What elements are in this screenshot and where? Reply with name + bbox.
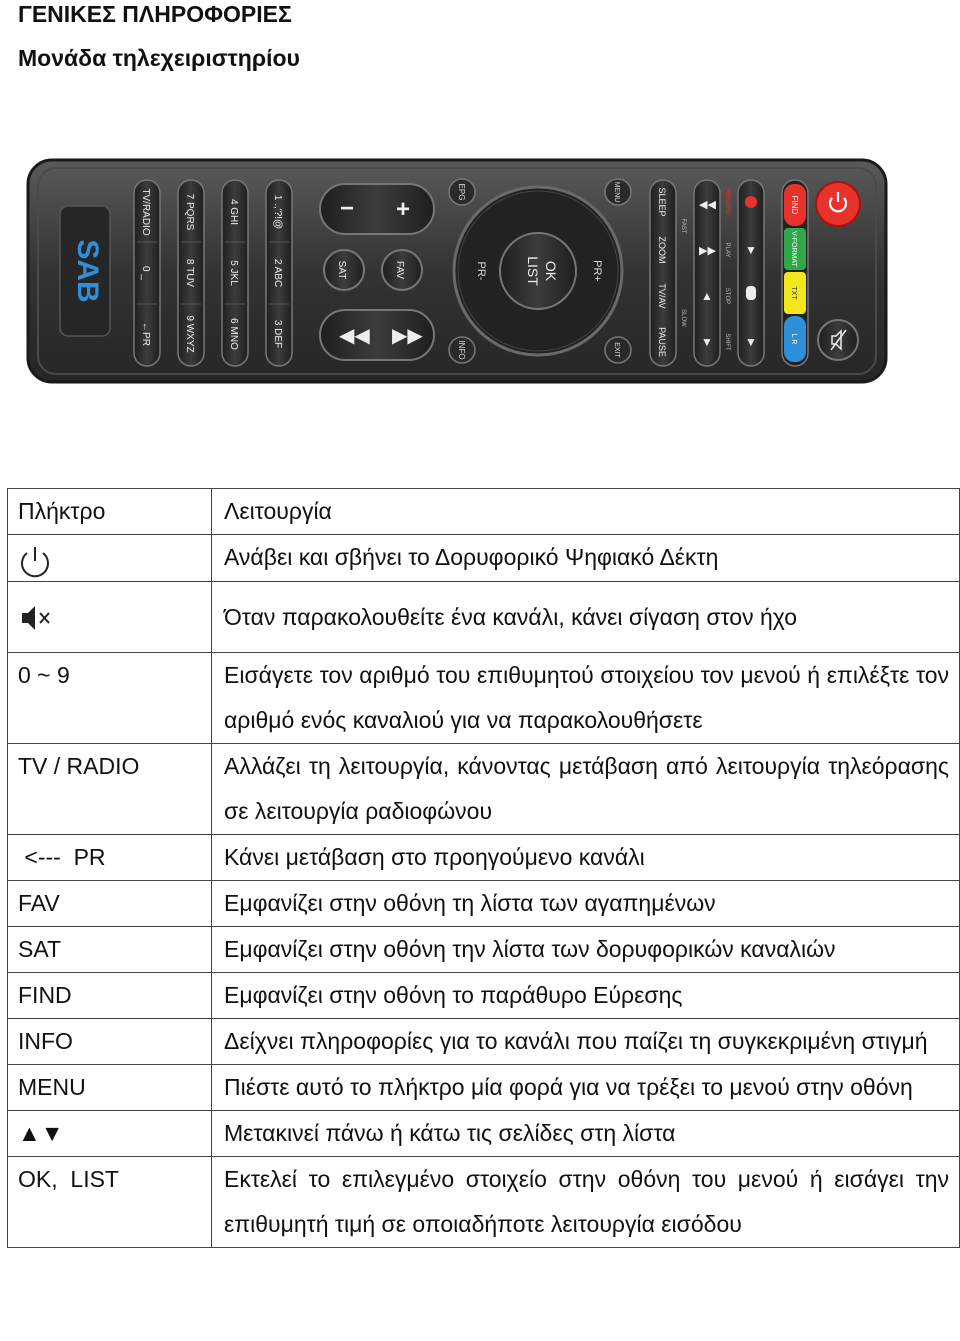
blue-label: L R — [790, 333, 797, 345]
forward-icon: ▶▶ — [392, 325, 423, 347]
header-key: Πλήκτρο — [8, 489, 212, 535]
key-cell: INFO — [8, 1019, 212, 1065]
table-row — [8, 1065, 960, 1111]
numeric-key-label: 0 _ — [140, 266, 151, 280]
function-cell: Εισάγετε τον αριθμό του επιθυμητού στοιχείου τον μενού ή επιλέξτε τον αριθμό ενός καναλιού για να παρακολουθήσετε — [212, 653, 960, 744]
key-cell — [8, 535, 212, 582]
table-row — [8, 535, 960, 582]
function-cell: Εκτελεί το επιλεγμένο στοιχείο στην οθόνη του μενού ή εισάγει την επιθυμητή τιμή σε οποιαδήποτε λειτουργία εισόδου — [212, 1157, 960, 1248]
shift-icon: ▼ — [745, 335, 757, 349]
table-header-row — [8, 489, 960, 535]
table-row — [8, 973, 960, 1019]
table-row — [8, 835, 960, 881]
table-row — [8, 582, 960, 653]
play-icon: ▼ — [745, 243, 757, 257]
numeric-key-label: 2 ABC — [272, 258, 283, 288]
table-row — [8, 744, 960, 835]
table-row — [8, 653, 960, 744]
yellow-label: TXT — [790, 286, 797, 300]
stop-label: STOP — [724, 287, 730, 305]
numeric-key-label: 4 GHI — [228, 198, 239, 226]
red-label: FIND — [790, 195, 799, 215]
volume-button — [320, 184, 434, 234]
green-label: V-FORMAT — [790, 231, 797, 267]
function-cell: Δείχνει πληροφορίες για το κανάλι που παίζει τη συγκεκριμένη στιγμή — [212, 1019, 960, 1065]
vol-plus-label: + — [396, 196, 411, 223]
page-subheading: Μονάδα τηλεχειριστηρίου — [18, 45, 300, 71]
fav-label: FAV — [394, 260, 405, 280]
record-icon — [745, 196, 757, 208]
numeric-key-label: 6 MNO — [228, 318, 239, 350]
pr-plus-label: PR+ — [591, 260, 603, 282]
function-cell: Πιέστε αυτό το πλήκτρο μία φορά για να τρέξει το μενού στην οθόνη — [212, 1065, 960, 1111]
menu-label: MENU — [613, 181, 620, 203]
numeric-key-label: 5 JKL — [228, 260, 239, 286]
epg-label: EPG — [457, 183, 466, 201]
header-function: Λειτουργία — [212, 489, 960, 535]
key-cell: MENU — [8, 1065, 212, 1111]
down-icon: ▼ — [701, 335, 713, 349]
pause-label: PAUSE — [657, 327, 667, 357]
table-row — [8, 927, 960, 973]
key-cell: FIND — [8, 973, 212, 1019]
numeric-key-label: TV/RADIO — [140, 188, 151, 236]
table-row — [8, 1157, 960, 1248]
play-label: PLAY — [724, 242, 730, 258]
function-cell: Κάνει μετάβαση στο προηγούμενο κανάλι — [212, 835, 960, 881]
key-cell: OK, LIST — [8, 1157, 212, 1248]
key-function-table — [7, 488, 960, 1248]
table-row — [8, 1019, 960, 1065]
fast-label: FAST — [680, 218, 686, 234]
vol-minus-label: − — [340, 195, 355, 222]
function-cell: Όταν παρακολουθείτε ένα κανάλι, κάνει σίγαση στον ήχο — [212, 582, 960, 653]
ok-label: OK — [543, 260, 559, 282]
pr-minus-label: PR- — [475, 261, 487, 281]
key-cell: <--- PR — [8, 835, 212, 881]
fast-forward-icon: ▶▶ — [699, 245, 716, 257]
key-cell: SAT — [8, 927, 212, 973]
key-cell: 0 ~ 9 — [8, 653, 212, 744]
numeric-key-label: 7 PQRS — [184, 193, 195, 231]
table-row — [8, 1111, 960, 1157]
page-heading: ΓΕΝΙΚΕΣ ΠΛΗΡΟΦΟΡΙΕΣ — [18, 1, 292, 27]
stop-icon — [746, 286, 756, 300]
key-cell: ▲▼ — [8, 1111, 212, 1157]
up-icon: ▲ — [701, 289, 713, 303]
function-cell: Αλλάζει τη λειτουργία, κάνοντας μετάβαση από λειτουργία τηλεόρασης σε λειτουργία ραδιοφώνου — [212, 744, 960, 835]
power-icon — [18, 541, 52, 581]
sat-label: SAT — [336, 260, 347, 280]
key-cell: FAV — [8, 881, 212, 927]
info-label: INFO — [457, 340, 466, 360]
fast-rewind-icon: ◀◀ — [699, 199, 716, 211]
function-cell: Μετακινεί πάνω ή κάτω τις σελίδες στη λίστα — [212, 1111, 960, 1157]
record-label: RECORD — [724, 188, 730, 216]
function-cell: Ανάβει και σβήνει το Δορυφορικό Ψηφιακό Δέκτη — [212, 535, 960, 582]
zoom-label: ZOOM — [657, 236, 667, 264]
sleep-label: SLEEP — [657, 187, 667, 217]
power-button — [816, 182, 860, 226]
sab-logo: SAB — [71, 239, 104, 303]
mute-icon — [18, 603, 58, 633]
numeric-key-label: ←PR — [140, 322, 151, 346]
shift-label: SHIFT — [724, 333, 730, 351]
exit-label: EXIT — [613, 342, 620, 358]
numeric-key-label: 8 TUV — [184, 258, 195, 288]
list-label: LIST — [525, 256, 541, 286]
function-cell: Εμφανίζει στην οθόνη τη λίστα των αγαπημένων — [212, 881, 960, 927]
numeric-key-label: 9 WXYZ — [184, 315, 195, 353]
key-cell — [8, 582, 212, 653]
numeric-key-label: 1 .,'?!@ — [272, 194, 283, 230]
numeric-key-label: 3 DEF — [272, 319, 283, 349]
rewind-icon: ◀◀ — [339, 325, 370, 347]
function-cell: Εμφανίζει στην οθόνη την λίστα των δορυφορικών καναλιών — [212, 927, 960, 973]
tvav-label: TV/AV — [657, 283, 667, 309]
table-row — [8, 881, 960, 927]
remote-control-image — [26, 158, 888, 384]
function-cell: Εμφανίζει στην οθόνη το παράθυρο Εύρεσης — [212, 973, 960, 1019]
key-cell: TV / RADIO — [8, 744, 212, 835]
slow-label: SLOW — [680, 309, 686, 327]
